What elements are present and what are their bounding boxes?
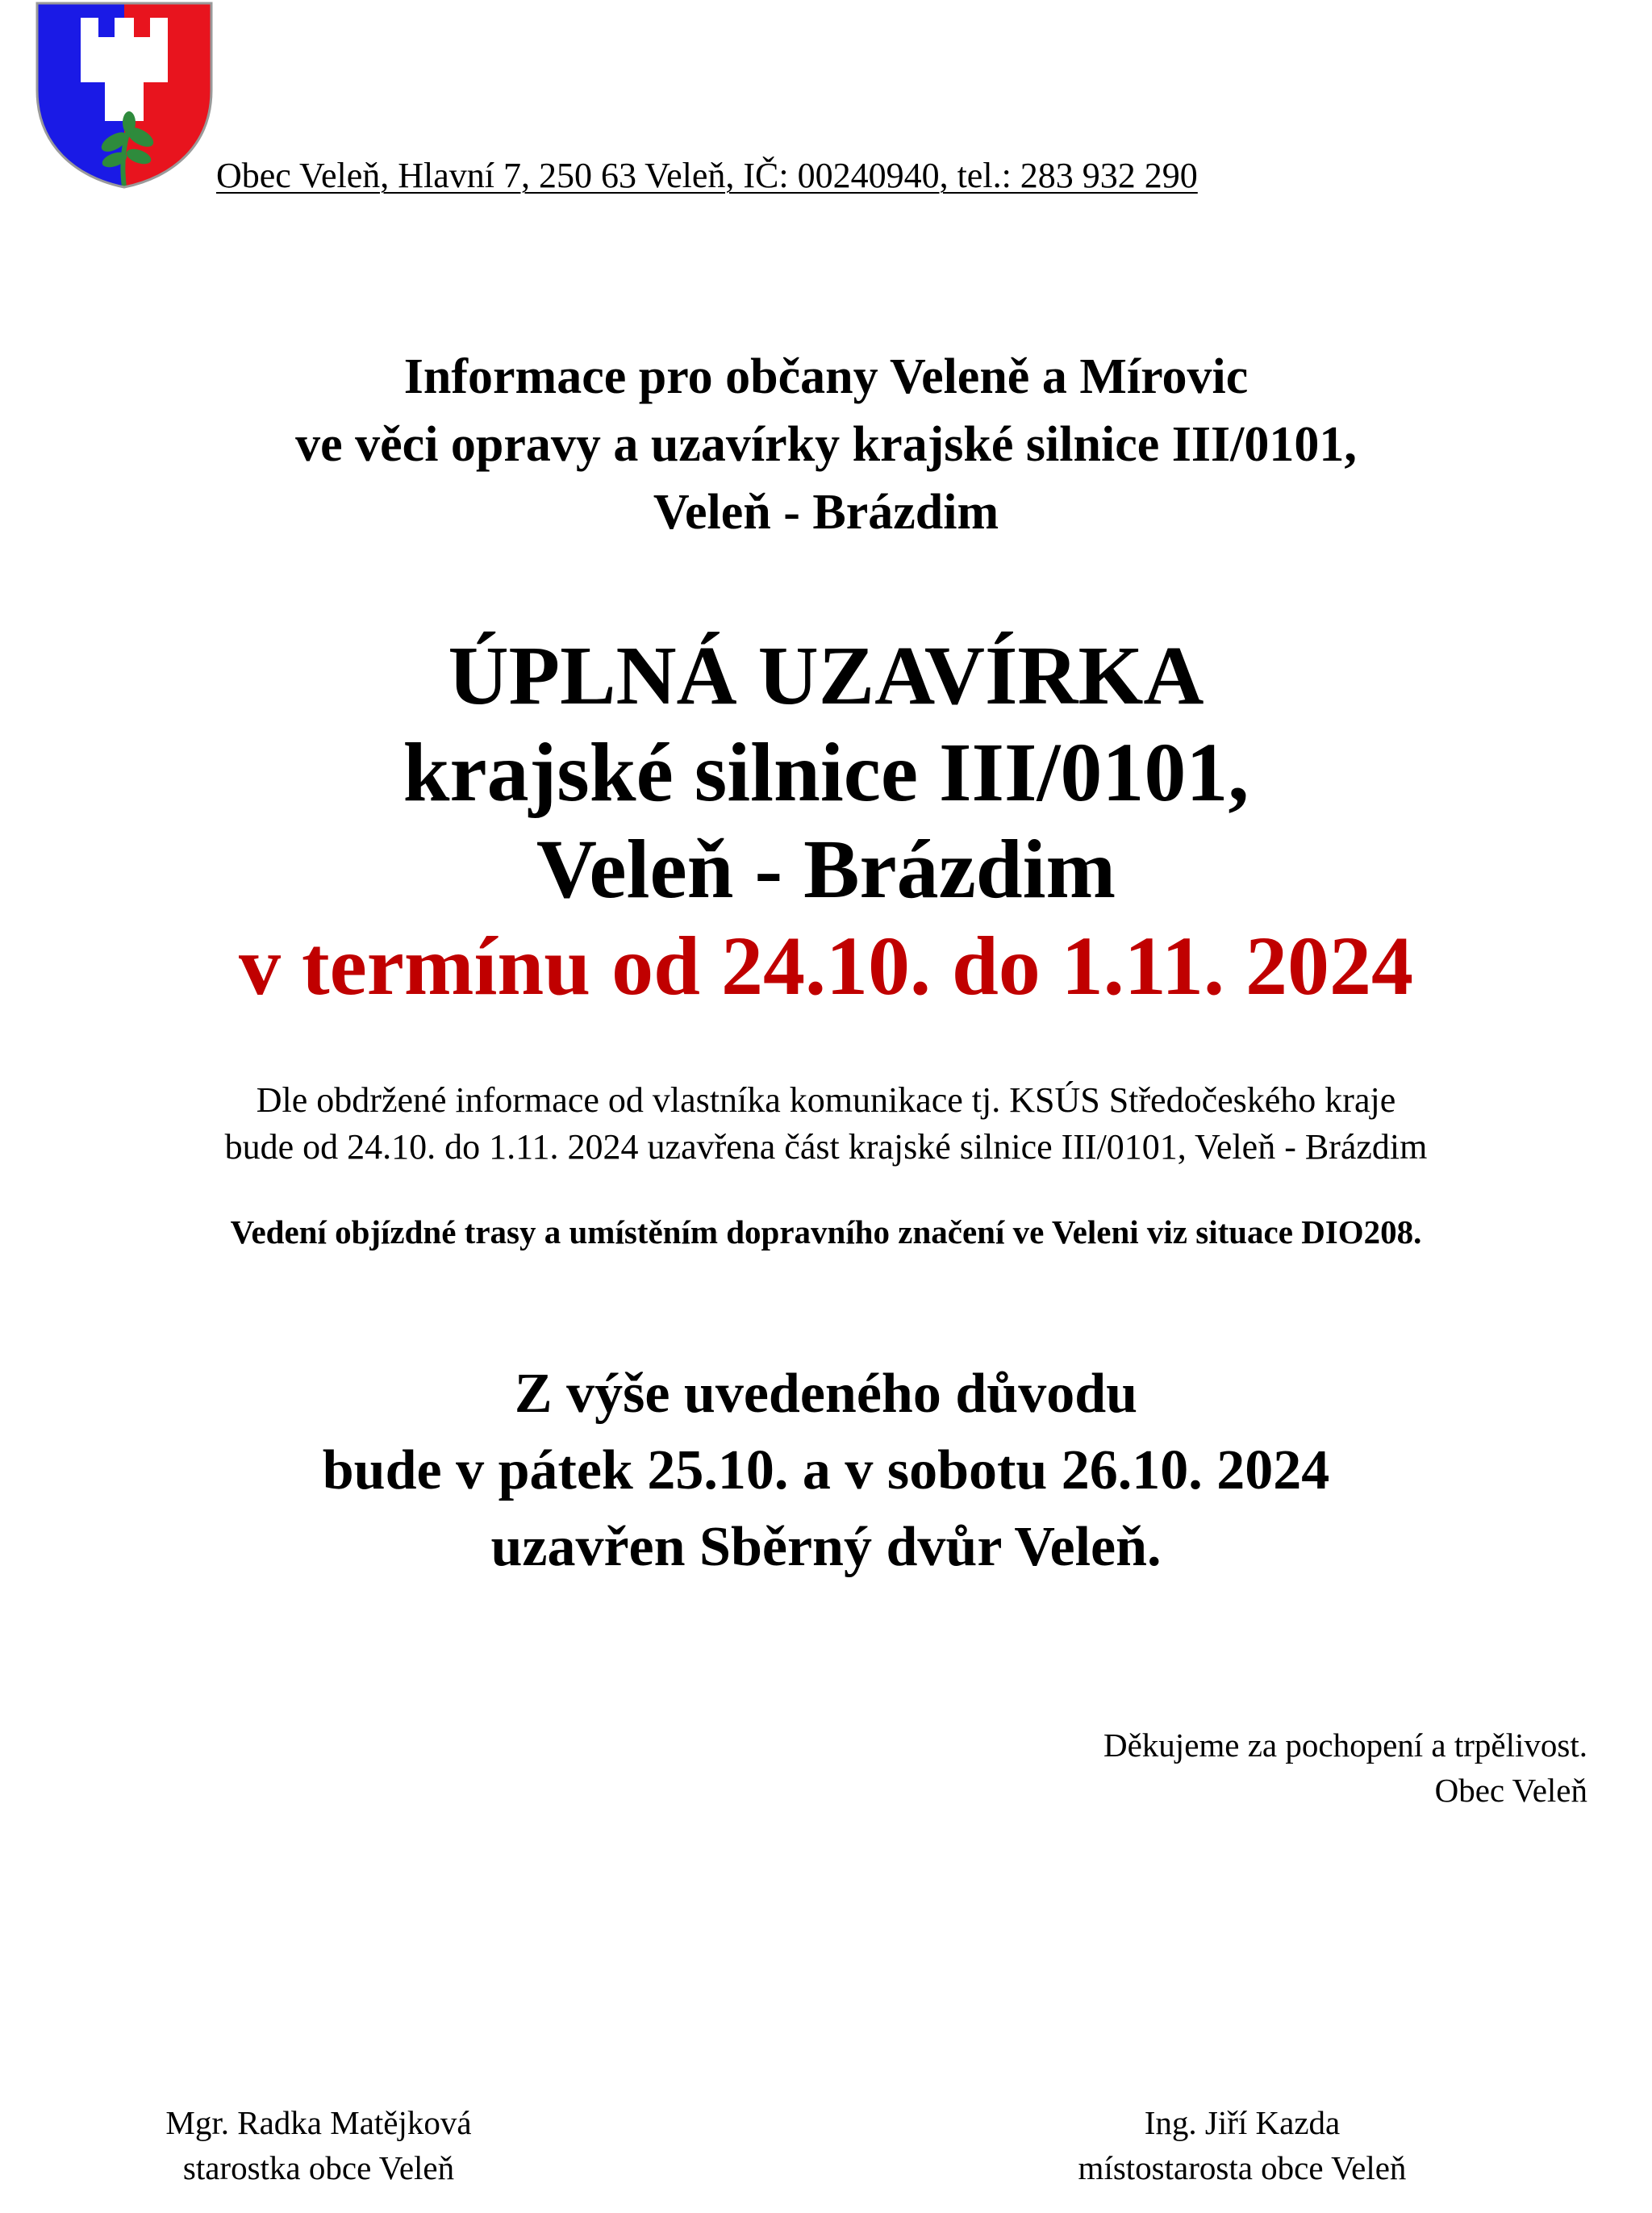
detour-note: Vedení objízdné trasy a umístěním dopravního značení ve Veleni viz situace DIO208. xyxy=(230,1213,1422,1251)
intro-line: Veleň - Brázdim xyxy=(653,485,999,540)
municipality-address-line: Obec Veleň, Hlavní 7, 250 63 Veleň, IČ: 00240940, tel.: 283 932 290 xyxy=(216,156,1198,195)
thanks-note xyxy=(1103,1722,1587,1813)
headline-line: Veleň - Brázdim xyxy=(536,823,1116,916)
thanks-line: Děkujeme za pochopení a trpělivost. xyxy=(1103,1727,1587,1764)
closure-line: Z výše uvedeného důvodu xyxy=(514,1363,1138,1425)
thanks-signoff: Obec Veleň xyxy=(1434,1772,1587,1809)
signature-mayor xyxy=(129,2100,508,2190)
headline-line: krajské silnice III/0101, xyxy=(403,726,1249,819)
signatory-name: Ing. Jiří Kazda xyxy=(1144,2104,1341,2141)
intro-line: Informace pro občany Veleně a Mírovic xyxy=(403,349,1249,404)
info-line: Dle obdržené informace od vlastníka komunikace tj. KSÚS Středočeského kraje xyxy=(256,1080,1396,1120)
closure-line: bude v pátek 25.10. a v sobotu 26.10. 2024 xyxy=(322,1439,1330,1501)
intro-line: ve věci opravy a uzavírky krajské silnice III/0101, xyxy=(295,417,1357,472)
closure-line: uzavřen Sběrný dvůr Veleň. xyxy=(490,1516,1162,1578)
signatory-name: Mgr. Radka Matějková xyxy=(165,2104,472,2141)
headline-line: ÚPLNÁ UZAVÍRKA xyxy=(448,629,1204,722)
closure-headline xyxy=(0,628,1652,1015)
closure-info-paragraph xyxy=(0,1077,1652,1171)
intro-heading xyxy=(0,343,1652,546)
coat-of-arms-icon xyxy=(31,0,218,190)
signature-deputy-mayor xyxy=(1041,2100,1444,2190)
signatory-role: místostarosta obce Veleň xyxy=(1078,2149,1407,2186)
info-line: bude od 24.10. do 1.11. 2024 uzavřena část krajské silnice III/0101, Veleň - Brázdim xyxy=(224,1127,1428,1167)
collection-yard-closure-notice xyxy=(0,1355,1652,1585)
signatory-role: starostka obce Veleň xyxy=(182,2149,455,2186)
closure-date-range: v termínu od 24.10. do 1.11. 2024 xyxy=(238,920,1414,1013)
